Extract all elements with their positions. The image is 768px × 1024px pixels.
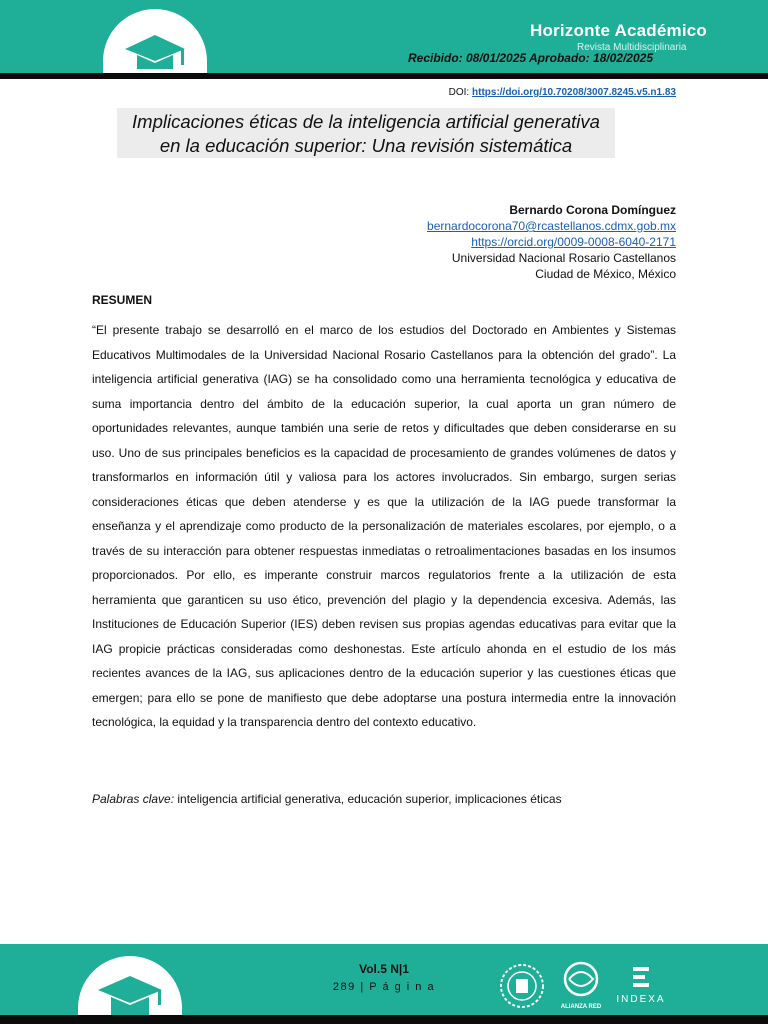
header-rule bbox=[0, 73, 768, 79]
journal-subtitle: Revista Multidisciplinaria bbox=[577, 42, 687, 53]
keywords-text: inteligencia artificial generativa, educación superior, implicaciones éticas bbox=[174, 792, 562, 806]
author-name: Bernardo Corona Domínguez bbox=[509, 203, 676, 217]
keywords bbox=[92, 792, 562, 806]
footer-journal-logo bbox=[78, 956, 182, 1015]
received-approved-dates: Recibido: 08/01/2025 Aprobado: 18/02/2025 bbox=[408, 51, 653, 65]
indexa-mark-icon bbox=[629, 965, 653, 989]
author-orcid-link[interactable]: https://orcid.org/0009-0008-6040-2171 bbox=[471, 235, 676, 249]
globe-icon bbox=[561, 961, 601, 999]
indexa-logo bbox=[612, 965, 670, 1005]
volume-number: Vol.5 N|1 bbox=[359, 962, 409, 976]
alianza-red-logo bbox=[558, 961, 604, 1010]
keywords-label: Palabras clave: bbox=[92, 792, 175, 806]
page-number: 289 | P á g i n a bbox=[332, 981, 436, 993]
abstract-heading: RESUMEN bbox=[92, 293, 153, 307]
journal-logo bbox=[103, 9, 207, 73]
indexa-text: INDEXA bbox=[616, 994, 666, 1005]
doi-label: DOI: bbox=[448, 87, 472, 98]
doi-link[interactable]: https://doi.org/10.70208/3007.8245.v5.n1.83 bbox=[472, 87, 676, 98]
author-location: Ciudad de México, México bbox=[535, 267, 676, 281]
article-title-line-1: Implicaciones éticas de la inteligencia artificial generativa bbox=[132, 111, 600, 132]
alianza-red-text: ALIANZA RED bbox=[560, 1004, 602, 1010]
abstract-text: “El presente trabajo se desarrolló en el marco de los estudios del Doctorado en Ambientes y Sistemas Educativos Multimodales de la Universidad Nacional Rosario Castellanos para la obtención del grado”. La inteligencia artificial generativa (IAG) se ha consolidado como una herramienta tecnológica y educativa de suma importancia dentro del ámbito de la educación superior, la cual aporta un gran número de oportunidades relevantes, aunque también una serie de retos y dificultades que deben considerarse en su uso. Uno de sus principales beneficios es la capacidad de procesamiento de grandes volúmenes de datos y transformarlos en información útil y valiosa para los actores involucrados. Sin embargo, surgen serias consideraciones éticas que deben atenderse y es que la utilización de la IAG puede transformar la enseñanza y el aprendizaje como producto de la personalización de materiales escolares, por ejemplo, o a través de su interacción para obtener respuestas inmediatas o retroalimentaciones basadas en los insumos proporcionados. Por ello, es imperante construir marcos regulatorios frente a la utilización de esta herramienta que garanticen su uso ético, prevención del plagio y la dependencia excesiva. Además, las Instituciones de Educación Superior (IES) deben revisen sus propias agendas educativas para evitar que la IAG propicie prácticas consideradas como deshonestas. Este artículo ahonda en el estudio de los más recientes avances de la IAG, sus aplicaciones dentro de la educación superior y las cuestiones éticas que emergen; para ello se pone de manifiesto que debe adoptarse una postura intermedia entre la innovación tecnológica, la equidad y la transparencia dentro del contexto educativo. bbox=[92, 323, 676, 729]
author-block bbox=[427, 202, 676, 282]
doi-line bbox=[449, 87, 676, 98]
graduation-cap-icon bbox=[78, 956, 182, 1015]
journal-name: Horizonte Académico bbox=[530, 21, 707, 40]
author-email-link[interactable]: bernardocorona70@rcastellanos.cdmx.gob.mx bbox=[427, 219, 676, 233]
author-institution: Universidad Nacional Rosario Castellanos bbox=[451, 251, 676, 265]
seal-logo-icon bbox=[497, 961, 547, 1016]
footer-rule bbox=[0, 1015, 768, 1024]
article-title-line-2: en la educación superior: Una revisión sistemática bbox=[159, 135, 573, 156]
graduation-cap-icon bbox=[103, 9, 207, 73]
